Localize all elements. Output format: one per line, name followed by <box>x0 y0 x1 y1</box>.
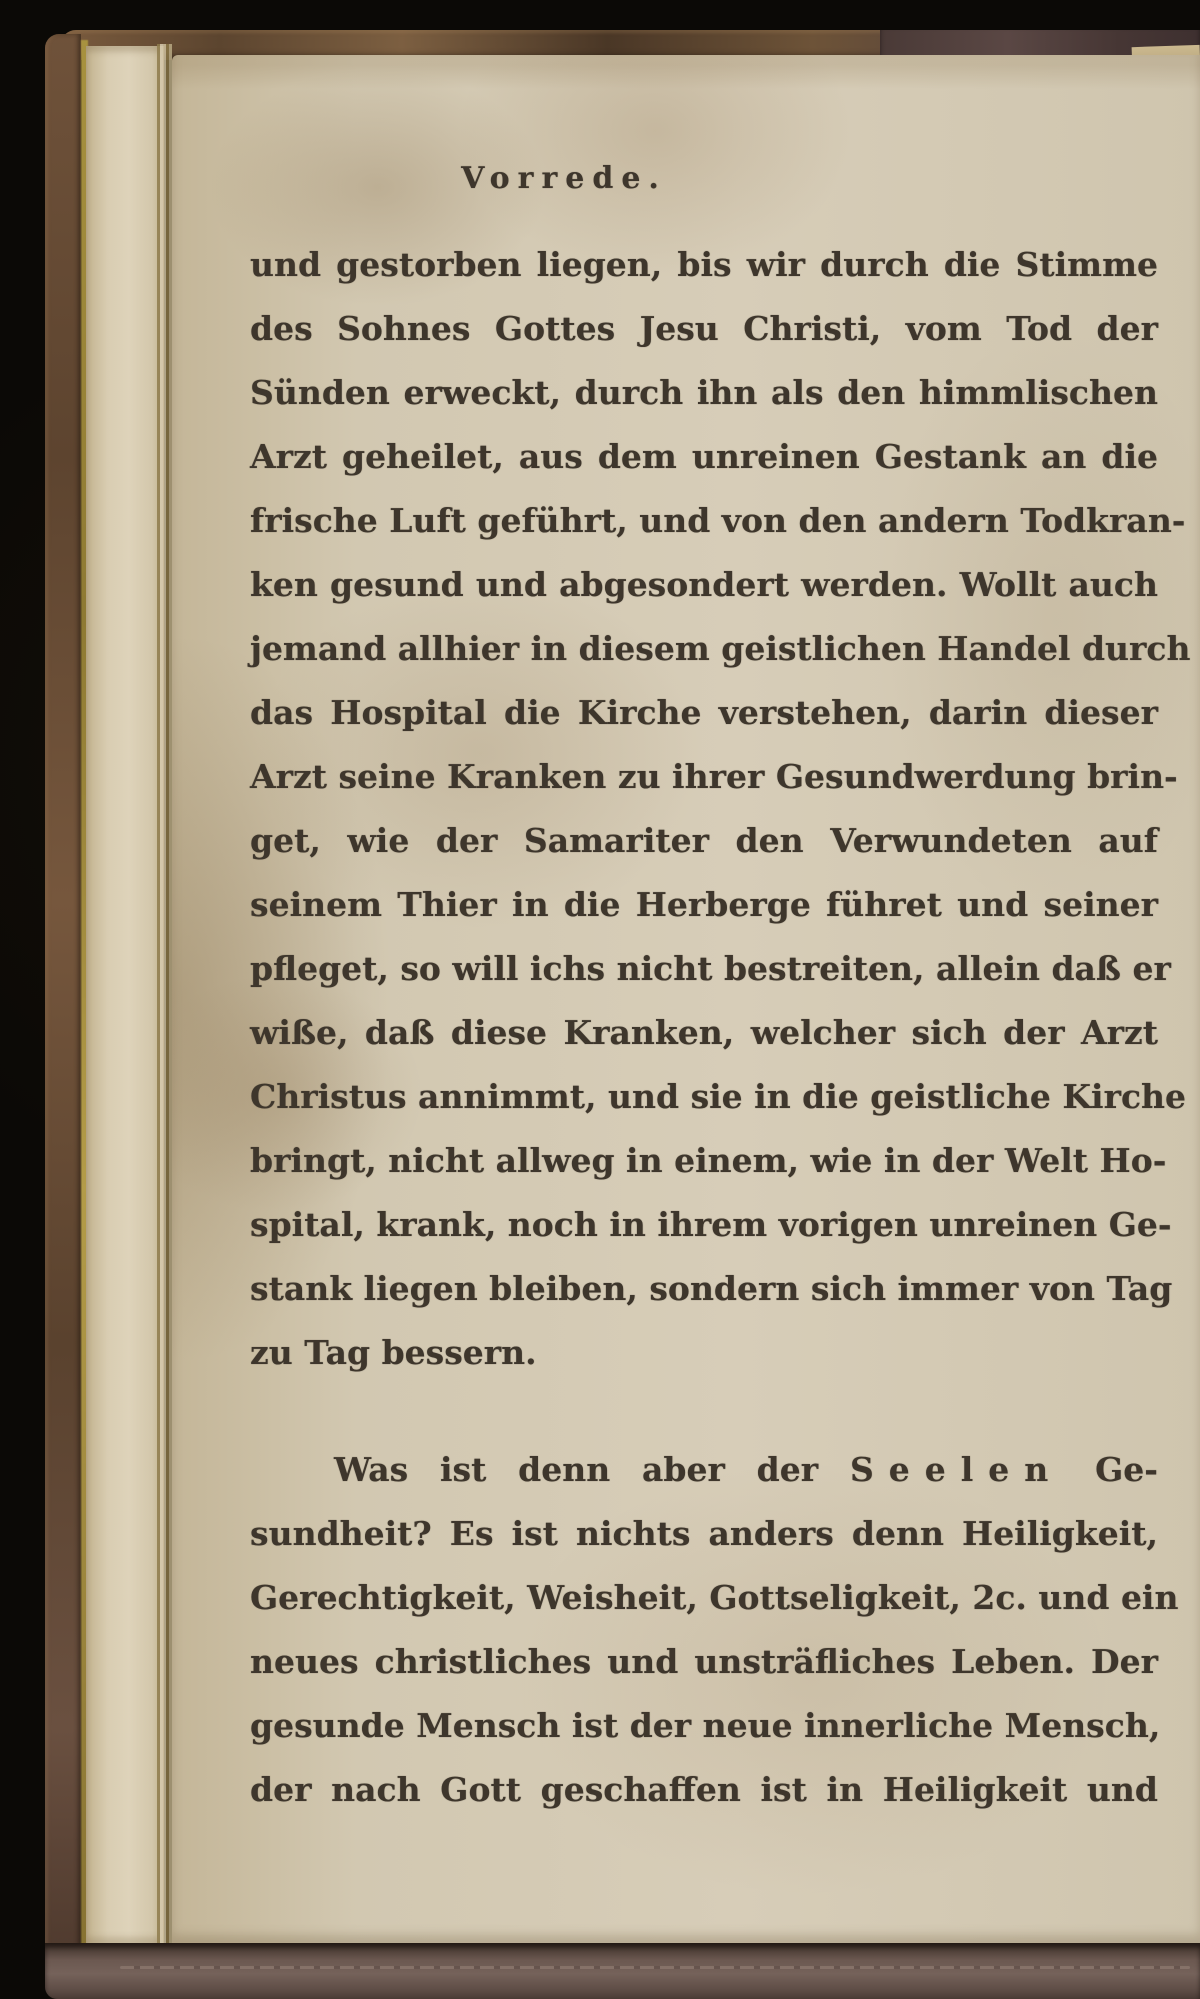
book-cover-bottom-edge <box>45 1943 1200 1999</box>
cover-stitch-line <box>120 1966 1190 1969</box>
text-line: der nach Gott geschaffen ist in Heiligkeit und <box>250 1770 1158 1809</box>
paragraph-2 <box>250 1438 1179 1822</box>
text-line: bringt, nicht allweg in einem, wie in der Welt Ho- <box>250 1141 1167 1180</box>
text-line: stank liegen bleiben, sondern sich immer von Tag <box>250 1269 1173 1308</box>
text-line: gesunde Mensch ist der neue innerliche Mensch, <box>250 1706 1161 1745</box>
text-line: sundheit? Es ist nichts anders denn Heiligkeit, <box>250 1514 1158 1553</box>
text-line: das Hospital die Kirche verstehen, darin dieser <box>250 693 1158 732</box>
text-line: neues christliches und unsträfliches Leben. Der <box>250 1642 1158 1681</box>
text-line-indented <box>250 1438 1158 1502</box>
text-block <box>250 55 1191 1822</box>
text-line: spital, krank, noch in ihrem vorigen unreinen Ge- <box>250 1205 1172 1244</box>
emphasized-word-seelen: Seelen <box>849 1450 1064 1489</box>
text-line: Sünden erweckt, durch ihn als den himmlischen <box>250 373 1158 412</box>
page-stack-fore-edge <box>86 46 164 1943</box>
book-page <box>172 55 1200 1943</box>
text-segment: Ge- <box>1063 1450 1158 1489</box>
text-line: ken gesund und abgesondert werden. Wollt auch <box>250 565 1158 604</box>
text-line: und gestorben liegen, bis wir durch die Stimme <box>250 245 1158 284</box>
text-segment: Was ist denn aber der <box>334 1450 850 1489</box>
book-cover-left-edge <box>45 34 81 1959</box>
paragraph-1 <box>250 233 1191 1385</box>
text-line: seinem Thier in die Herberge führet und seiner <box>250 885 1158 924</box>
text-line: des Sohnes Gottes Jesu Christi, vom Tod der <box>250 309 1158 348</box>
text-line: zu Tag bessern. <box>250 1333 537 1372</box>
text-line: Christus annimmt, und sie in die geistliche Kirche <box>250 1077 1187 1116</box>
text-line: jemand allhier in diesem geistlichen Handel durch <box>250 629 1191 668</box>
text-line: wiße, daß diese Kranken, welcher sich der Arzt <box>250 1013 1158 1052</box>
text-line: Gerechtigkeit, Weisheit, Gottseligkeit, 2c. und ein <box>250 1578 1179 1617</box>
text-line: Arzt geheilet, aus dem unreinen Gestank an die <box>250 437 1158 476</box>
text-line: get, wie der Samariter den Verwundeten auf <box>250 821 1158 860</box>
text-line: Arzt seine Kranken zu ihrer Gesundwerdung brin- <box>250 757 1178 796</box>
text-line: pfleget, so will ichs nicht bestreiten, allein daß er <box>250 949 1171 988</box>
text-line: frische Luft geführt, und von den andern Todkran- <box>250 501 1186 540</box>
page-heading: Vorrede. <box>461 161 667 196</box>
